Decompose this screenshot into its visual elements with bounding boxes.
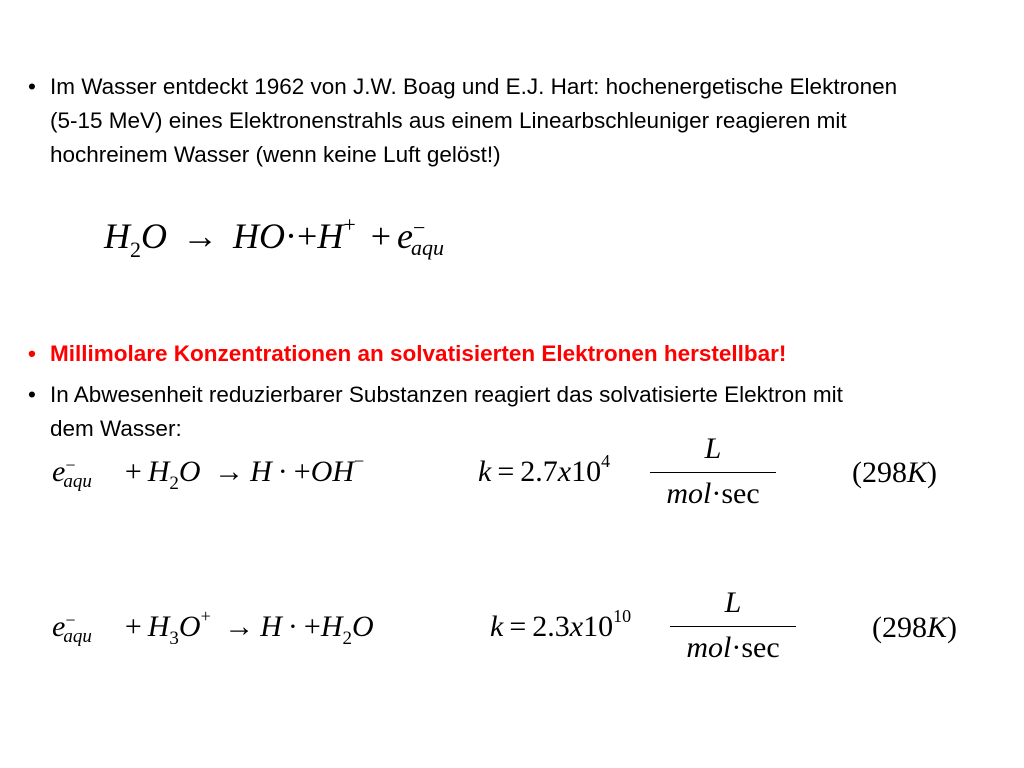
fraction-denominator — [650, 477, 776, 513]
eq-subscript: aqu — [63, 471, 92, 492]
fraction-bar — [650, 472, 776, 473]
unit-mol: mol — [686, 631, 732, 664]
eq-symbol: OH — [310, 455, 355, 488]
eq-symbol: H — [317, 216, 344, 256]
k-value: 2.3 — [532, 610, 570, 643]
eq-arrow: → — [182, 216, 218, 256]
eq-symbol: H — [147, 455, 170, 488]
eq-dot: · — [287, 610, 298, 643]
eq-arrow: → — [214, 455, 245, 488]
k-exponent: 4 — [601, 451, 611, 471]
temperature-1 — [852, 456, 937, 490]
eq-superscript: + — [343, 212, 356, 237]
equation-water-radiolysis — [104, 212, 465, 262]
eq-subscript: 2 — [342, 628, 353, 649]
eq-subscript: aqu — [411, 235, 445, 260]
eq-symbol: H — [320, 610, 343, 643]
k-label: k — [478, 455, 492, 488]
eq-symbol: O — [352, 610, 374, 643]
eq-times: x — [569, 610, 584, 643]
eq-subscript: 2 — [169, 473, 179, 494]
temperature-2 — [872, 611, 957, 645]
eq-superscript: − — [65, 455, 76, 475]
temp-paren: ) — [947, 611, 958, 644]
eq-symbol: O — [178, 610, 201, 643]
temp-value: (298 — [852, 456, 907, 489]
fraction-numerator: L — [704, 432, 722, 465]
eq-symbol: HO — [233, 216, 285, 256]
eq-symbol: H — [147, 610, 170, 643]
bullet-millimolar — [28, 337, 898, 371]
eq-times: x — [557, 455, 572, 488]
eq-symbol: e — [52, 455, 66, 488]
k-label: k — [490, 610, 504, 643]
bullet-text: Im Wasser entdeckt 1962 von J.W. Boag und E.J. Hart: hochenergetische Elektronen (5-15 MeV) eines Elektronenstrahls aus einem Linearbschleuniger reagieren mit hochreinem Wasser (wenn keine Luft gelöst!) — [50, 74, 898, 167]
eq-plus: + — [370, 216, 392, 256]
eq-symbol: O — [178, 455, 201, 488]
eq-plus: + — [293, 455, 311, 488]
reaction-electron-hydronium — [52, 606, 374, 649]
bullet-marker: • — [28, 341, 36, 366]
reaction-electron-water — [52, 451, 365, 494]
bullet-discovery — [28, 70, 898, 172]
eq-plus: + — [124, 455, 142, 488]
rate-constant-2 — [490, 606, 632, 643]
eq-superscript: − — [65, 610, 76, 630]
fraction-denominator — [670, 631, 796, 667]
eq-ten: 10 — [583, 610, 614, 643]
eq-equals: = — [497, 455, 515, 488]
eq-subscript: aqu — [63, 626, 92, 647]
temp-unit: K — [907, 456, 928, 489]
eq-superscript: − — [354, 451, 365, 471]
eq-dot: · — [711, 477, 722, 510]
eq-superscript: − — [413, 215, 426, 240]
eq-dot: · — [731, 631, 742, 664]
fraction-bar — [670, 626, 796, 627]
rate-constant-1 — [478, 451, 611, 488]
eq-symbol: O — [141, 216, 167, 256]
eq-superscript: + — [200, 606, 211, 626]
eq-ten: 10 — [571, 455, 602, 488]
eq-symbol: e — [397, 216, 414, 256]
eq-subscript: 2 — [130, 237, 141, 262]
eq-symbol: H — [250, 455, 272, 488]
eq-subscript: 3 — [169, 628, 179, 649]
k-value: 2.7 — [520, 455, 558, 488]
temp-paren: ) — [927, 456, 938, 489]
fraction-numerator: L — [724, 586, 742, 619]
unit-mol: mol — [666, 477, 712, 510]
eq-plus: + — [124, 610, 142, 643]
bullet-marker: • — [28, 382, 36, 407]
temp-value: (298 — [872, 611, 927, 644]
eq-arrow: → — [224, 610, 255, 643]
bullet-marker: • — [28, 74, 36, 99]
rate-unit-fraction-2 — [670, 586, 796, 667]
bullet-text: In Abwesenheit reduzierbarer Substanzen reagiert das solvatisierte Elektron mit dem Wasser: — [50, 382, 843, 441]
temp-unit: K — [927, 611, 948, 644]
eq-symbol: H — [260, 610, 282, 643]
eq-plus: + — [297, 216, 318, 256]
unit-sec: sec — [741, 631, 780, 664]
eq-equals: = — [509, 610, 527, 643]
eq-symbol: H — [104, 216, 130, 256]
eq-plus: + — [303, 610, 321, 643]
eq-dot: · — [285, 216, 297, 256]
k-exponent: 10 — [613, 606, 632, 626]
bullet-text: Millimolare Konzentrationen an solvatisierten Elektronen herstellbar! — [50, 341, 787, 366]
rate-unit-fraction-1 — [650, 432, 776, 513]
eq-dot: · — [277, 455, 288, 488]
eq-symbol: e — [52, 610, 66, 643]
unit-sec: sec — [721, 477, 760, 510]
